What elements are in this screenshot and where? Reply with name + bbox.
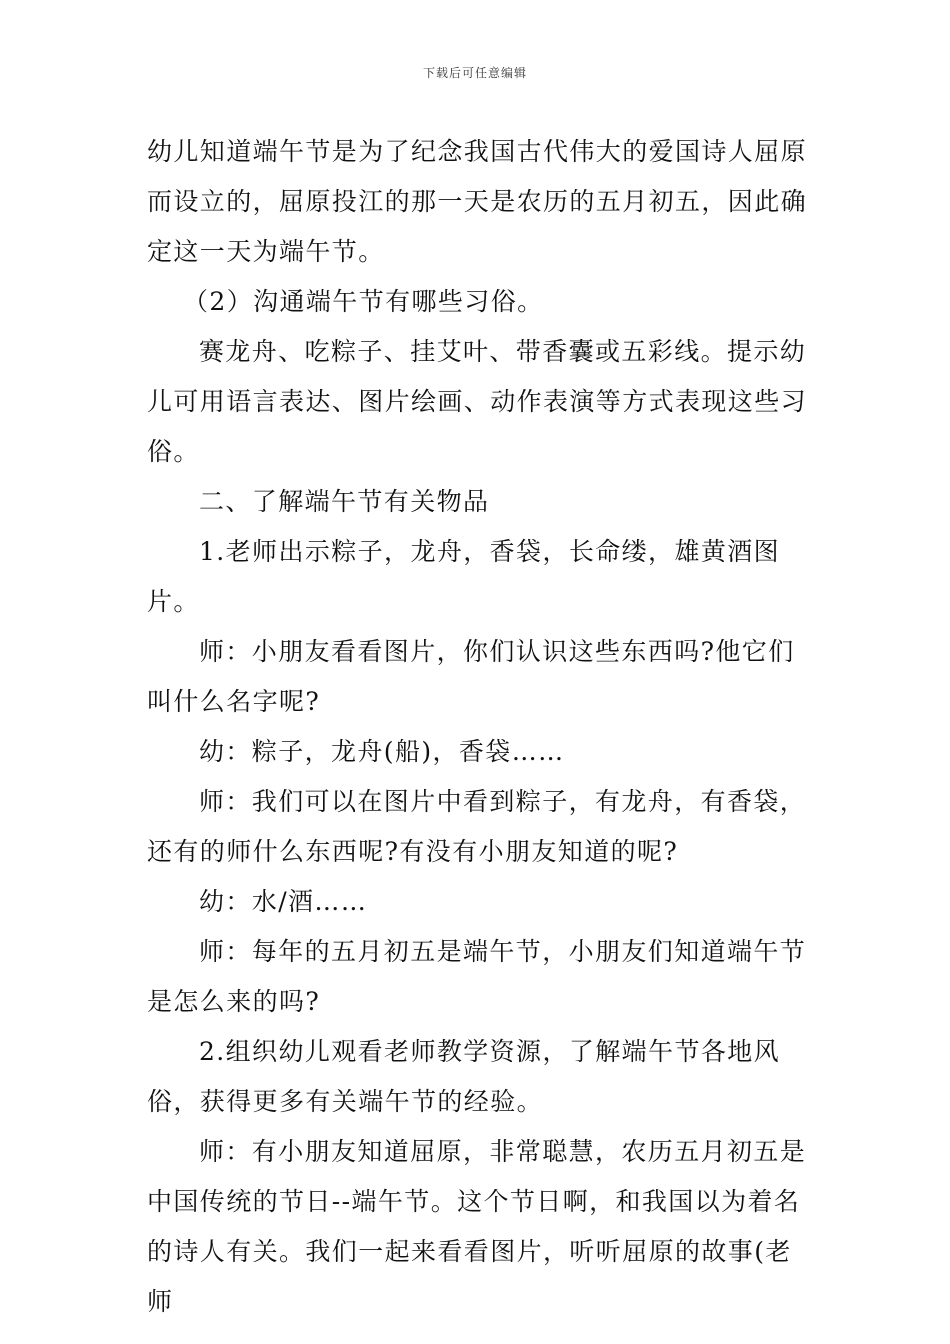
document-body [147,127,812,1327]
paragraph-3: 赛龙舟、吃粽子、挂艾叶、带香囊或五彩线。提示幼儿可用语言表达、图片绘画、动作表演等方式表现这些习俗。 [147,337,808,466]
paragraph-11: 2.组织幼儿观看老师教学资源，了解端午节各地风俗，获得更多有关端午节的经验。 [147,1037,781,1116]
page-header: 下载后可任意编辑 [422,66,527,80]
paragraph-5: 1.老师出示粽子，龙舟，香袋，长命缕，雄黄酒图片。 [147,537,781,616]
paragraph-10: 师：每年的五月初五是端午节，小朋友们知道端午节是怎么来的吗? [147,937,807,1016]
section-heading-2: 二、了解端午节有关物品 [199,487,490,516]
paragraph-9: 幼：水/酒…… [199,887,368,916]
paragraph-2: （2）沟通端午节有哪些习俗。 [183,287,544,316]
paragraph-1: 幼儿知道端午节是为了纪念我国古代伟大的爱国诗人屈原而设立的，屈原投江的那一天是农历的五月初五，因此确定这一天为端午节。 [147,137,808,266]
paragraph-6: 师：小朋友看看图片，你们认识这些东西吗?他它们叫什么名字呢? [147,637,795,716]
paragraph-7: 幼：粽子，龙舟(船)，香袋…… [199,737,565,766]
paragraph-12: 师：有小朋友知道屈原，非常聪慧，农历五月初五是中国传统的节日--端午节。这个节日啊，和我国以为着名的诗人有关。我们一起来看看图片，听听屈原的故事(老师 [147,1137,807,1316]
paragraph-8: 师：我们可以在图片中看到粽子，有龙舟，有香袋，还有的师什么东西呢?有没有小朋友知道的呢? [147,787,807,866]
